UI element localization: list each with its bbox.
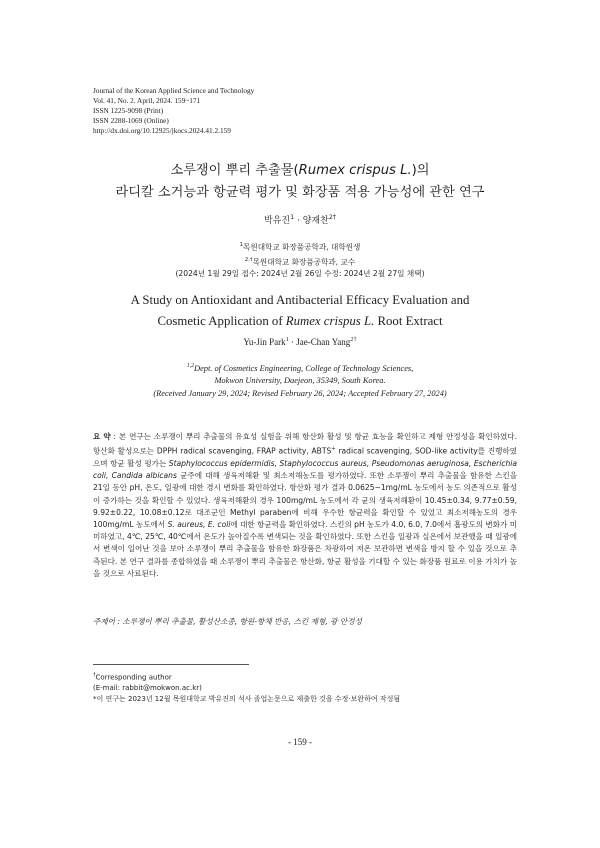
korean-authors: 박유진$^1$ · 양재찬$^{2\dagger}$ [264, 214, 336, 226]
english-affiliations [0, 360, 600, 400]
submission-dates: (2024년 1월 29일 접수: 2024년 2월 26일 수정: 2024년 2월 27일 채택) [175, 269, 425, 279]
corresponding-email: (E-mail: rabbit@mokwon.ac.kr) [93, 684, 202, 693]
species-name: Rumex crispus L. [298, 163, 412, 178]
journal-doi: http://dx.doi.org/10.12925/jkocs.2024.41.2.159 [93, 126, 231, 135]
affiliation-line: Mokwon University, Daejeon, 35349, South Korea. [214, 376, 386, 386]
korean-title [0, 160, 600, 204]
thesis-note: *이 연구는 2023년 12월 목원대학교 박유진의 석사 졸업논문으로 제출한 것을 수정·보완하여 작성됨 [93, 695, 401, 704]
korean-title-line1: 소루쟁이 뿌리 추출물(Rumex crispus L.)의 [170, 163, 430, 178]
page-number: - 159 - [288, 737, 312, 747]
author-name: 박유진 [264, 216, 291, 226]
korean-title-line2: 라디칼 소거능과 항균력 평가 및 화장품 적용 가능성에 관한 연구 [115, 185, 485, 200]
footnote-divider [93, 664, 249, 665]
author-name: 양재찬 [302, 216, 329, 226]
footnotes [93, 670, 400, 705]
affiliation-line: $^1$목원대학교 화장품공학과, 대학원생 [239, 242, 361, 252]
corresponding-author: †Corresponding author [93, 672, 172, 682]
english-authors: Yu-Jin Park$^1$ · Jae-Chan Yang$^{2\dagger}$ [243, 336, 357, 347]
journal-issn-online: ISSN 2288-1069 (Online) [93, 116, 169, 125]
korean-affiliations [0, 239, 600, 280]
english-title-line2: Cosmetic Application of Rumex crispus L. Root Extract [157, 314, 443, 328]
abstract: 요 약 : 본 연구는 소루쟁이 뿌리 추출물의 유효성 실험을 위해 항산화 활성 및 항균 효능을 확인하고 제형 안정성을 확인하였다. 항산화 활성으로는 DPPH radical scavenging, FRAP activity, ABTS+ radical scavenging, SOD-like activity를 진행하였으며 항균 활성 평가는 Staphylococcus epidermidis, Staphylococcus aureus, Pseudomonas aeruginosa, Escherichia coli, Candida albicans 균주에 대해 생육저해환 및 최소저해농도를 평가하였다. 또한 소루쟁이 뿌리 추출물을 함유한 스킨을 21일 동안 pH, 온도, 일광에 대한 경시 변화를 확인하였다. 항산화 평가 결과 0.0625~1mg/mL 농도에서 농도 의존적으로 활성이 증가하는 것을 확인할 수 있었다. 생육저해환의 경우 100mg/mL 농도에서 각 균의 생육저해환이 10.45±0.34, 9.77±0.59, 9.92±0.22, 10.08±0.12로 대조군인 Methyl paraben에 비해 우수한 항균력을 확인할 수 있었고 최소저해농도의 경우 100mg/mL 농도에서 S. aureus, E. coli에 대한 항균력을 확인하였다. 스킨의 pH 농도가 4.0, 6.0, 7.0에서 흡광도의 변화가 미미하였고, 4℃, 25℃, 40℃에서 온도가 높아질수록 변색되는 것을 확인하였다. 또한 스킨을 일광과 실온에서 보관했을 때 일광에서 변색이 일어난 것을 보아 소루쟁이 뿌리 추출물을 함유한 화장품은 차광하여 저온 보관하면 변색을 방지 할 수 있을 것으로 추측된다. 본 연구 결과를 종합하였을 때 소루쟁이 뿌리 추출물은 항산화, 항균 활성을 기대할 수 있는 화장품 원료로 이용 가치가 높을 것으로 사료된다. [93, 432, 517, 578]
journal-name: Journal of the Korean Applied Science and Technology [93, 86, 255, 95]
species-name: Rumex crispus L. [285, 314, 375, 328]
affiliation-line: $^{2,\dagger}$목원대학교 화장품공학과, 교수 [244, 256, 356, 267]
author-name: Yu-Jin Park [243, 337, 286, 347]
affiliation-line: $^{1,2}$Dept. of Cosmetics Engineering, College of Technology Sciences, [186, 363, 414, 373]
journal-issn-print: ISSN 1225-9098 (Print) [93, 106, 164, 115]
received-dates: (Received January 29, 2024; Revised February 26, 2024; Accepted February 27, 2024) [153, 388, 447, 398]
journal-header [93, 86, 254, 136]
author-name: Jae-Chan Yang [296, 337, 351, 347]
english-title [0, 290, 600, 332]
species-list: S. aureus, E. coli [167, 519, 231, 529]
abstract-label: 요 약 [93, 432, 111, 441]
keywords: 주제어 : 소루쟁이 뿌리 추출물, 활성산소종, 항원-항체 반응, 스킨 제형, 광 안정성 [93, 617, 362, 626]
journal-volume: Vol. 41, No. 2. April, 2024. 159~171 [93, 96, 201, 105]
english-title-line1: A Study on Antioxidant and Antibacterial Efficacy Evaluation and [130, 293, 470, 307]
species-list: Staphylococcus epidermidis, Staphylococcus aureus, Pseudomonas aeruginosa, Escherichia coli, Candida albicans [93, 458, 517, 481]
